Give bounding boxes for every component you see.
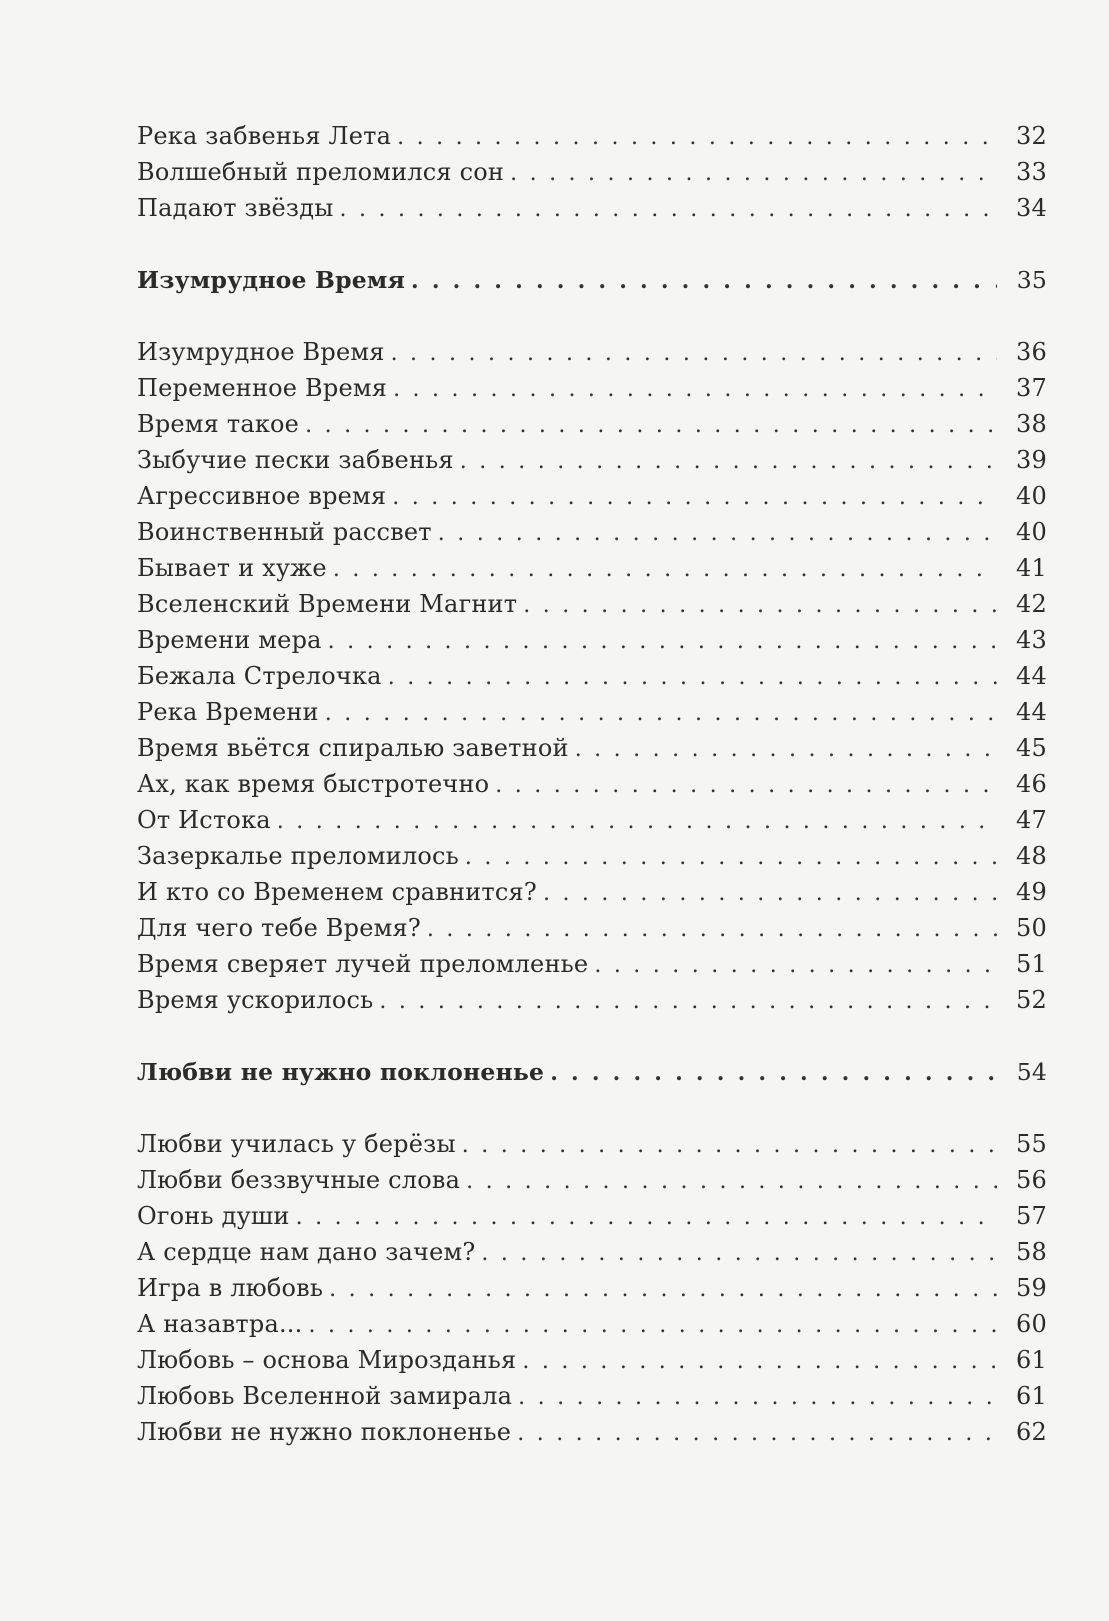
toc-chapter-title: Любви не нужно поклоненье: [137, 1058, 545, 1086]
toc-entry: [137, 1414, 1047, 1450]
leader-dots: [277, 804, 997, 840]
toc-entry-title: Огонь души: [137, 1202, 290, 1230]
table-of-contents: [137, 118, 1047, 1450]
toc-entry-title: Бывает и хуже: [137, 554, 327, 582]
toc-chapter-heading: [137, 1054, 1047, 1090]
toc-entry-page: 33: [1016, 158, 1047, 186]
toc-chapter-page: 54: [1016, 1058, 1047, 1086]
toc-entry: [137, 694, 1047, 730]
toc-entry: [137, 982, 1047, 1018]
leader-dots: [392, 480, 997, 516]
toc-entry: [137, 658, 1047, 694]
toc-entry-page: 61: [1016, 1382, 1047, 1410]
leader-dots: [543, 876, 997, 912]
toc-entry-page: 36: [1016, 338, 1047, 366]
toc-entry-page: 40: [1016, 482, 1047, 510]
toc-entry-title: Время ускорилось: [137, 986, 374, 1014]
toc-entry: [137, 190, 1047, 226]
toc-entry-title: От Истока: [137, 806, 271, 834]
toc-entry: [137, 766, 1047, 802]
leader-dots: [438, 516, 997, 552]
toc-entry: [137, 910, 1047, 946]
toc-section-heading-2: [137, 1054, 1047, 1090]
toc-entry: [137, 154, 1047, 190]
toc-entry-page: 42: [1016, 590, 1047, 618]
toc-entry-title: А назавтра...: [137, 1310, 303, 1338]
toc-entry: [137, 514, 1047, 550]
toc-entry: [137, 1306, 1047, 1342]
toc-entry-page: 34: [1016, 194, 1047, 222]
leader-dots: [518, 1380, 997, 1416]
toc-entry: [137, 622, 1047, 658]
toc-entry-page: 56: [1016, 1166, 1047, 1194]
toc-entry-page: 32: [1016, 122, 1047, 150]
toc-entry: [137, 406, 1047, 442]
toc-entry-page: 61: [1016, 1346, 1047, 1374]
toc-entry-title: Зыбучие пески забвенья: [137, 446, 454, 474]
leader-dots: [594, 948, 997, 984]
toc-entry-title: А сердце нам дано зачем?: [137, 1238, 476, 1266]
toc-entry: [137, 1162, 1047, 1198]
leader-dots: [466, 1164, 997, 1200]
leader-dots: [333, 552, 997, 588]
leader-dots: [462, 1128, 997, 1164]
leader-dots: [465, 840, 997, 876]
toc-entry: [137, 334, 1047, 370]
toc-entry-title: Переменное Время: [137, 374, 388, 402]
leader-dots: [427, 912, 997, 948]
toc-entry: [137, 370, 1047, 406]
toc-entry-title: Зазеркалье преломилось: [137, 842, 459, 870]
toc-chapter-heading: [137, 262, 1047, 298]
toc-entry: [137, 586, 1047, 622]
leader-dots: [296, 1200, 997, 1236]
toc-entry-page: 41: [1016, 554, 1047, 582]
leader-dots: [517, 1416, 997, 1452]
toc-entry-page: 58: [1016, 1238, 1047, 1266]
leader-dots: [397, 120, 997, 156]
toc-entry-title: Изумрудное Время: [137, 338, 385, 366]
toc-entry: [137, 1270, 1047, 1306]
toc-entry: [137, 550, 1047, 586]
toc-entry-page: 45: [1016, 734, 1047, 762]
toc-entry-page: 51: [1016, 950, 1047, 978]
leader-dots: [411, 263, 997, 299]
toc-entry-page: 48: [1016, 842, 1047, 870]
toc-entry-title: Времени мера: [137, 626, 322, 654]
leader-dots: [510, 156, 997, 192]
toc-entry-page: 50: [1016, 914, 1047, 942]
toc-entry-title: Время такое: [137, 410, 300, 438]
toc-entry-title: Любви беззвучные слова: [137, 1166, 461, 1194]
toc-entry-page: 55: [1016, 1130, 1047, 1158]
toc-entry-page: 57: [1016, 1202, 1047, 1230]
leader-dots: [460, 444, 997, 480]
toc-entry-title: Любви не нужно поклоненье: [137, 1418, 512, 1446]
leader-dots: [522, 1344, 997, 1380]
leader-dots: [495, 768, 997, 804]
leader-dots: [391, 336, 997, 372]
toc-entry-title: Игра в любовь: [137, 1274, 324, 1302]
leader-dots: [340, 192, 998, 228]
leader-dots: [388, 660, 997, 696]
toc-entry-title: Река забвенья Лета: [137, 122, 392, 150]
toc-chapter-title: Изумрудное Время: [137, 266, 406, 294]
toc-entry-page: 37: [1016, 374, 1047, 402]
toc-entry-title: Агрессивное время: [137, 482, 387, 510]
toc-entry-title: Для чего тебе Время?: [137, 914, 421, 942]
toc-entry-page: 44: [1016, 662, 1047, 690]
toc-entry-page: 59: [1016, 1274, 1047, 1302]
toc-entry: [137, 946, 1047, 982]
toc-entry-page: 60: [1016, 1310, 1047, 1338]
toc-entry-title: И кто со Временем сравнится?: [137, 878, 537, 906]
toc-entry: [137, 730, 1047, 766]
toc-entry: [137, 838, 1047, 874]
toc-entry-title: Любовь – основа Мирозданья: [137, 1346, 517, 1374]
leader-dots: [328, 624, 997, 660]
toc-entry-page: 40: [1016, 518, 1047, 546]
toc-entry-title: Бежала Стрелочка: [137, 662, 382, 690]
leader-dots: [329, 1272, 997, 1308]
toc-entry-page: 39: [1016, 446, 1047, 474]
toc-entry-title: Ах, как время быстротечно: [137, 770, 490, 798]
toc-entry-title: Волшебный преломился сон: [137, 158, 505, 186]
toc-entry: [137, 442, 1047, 478]
toc-chapter-page: 35: [1016, 266, 1047, 294]
toc-entry: [137, 118, 1047, 154]
toc-entry-title: Любви училась у берёзы: [137, 1130, 456, 1158]
leader-dots: [325, 696, 997, 732]
toc-entry: [137, 1126, 1047, 1162]
toc-entry-page: 38: [1016, 410, 1047, 438]
toc-section-3: [137, 1126, 1047, 1450]
toc-entry: [137, 874, 1047, 910]
leader-dots: [379, 984, 997, 1020]
toc-entry-title: Вселенский Времени Магнит: [137, 590, 518, 618]
toc-entry-page: 47: [1016, 806, 1047, 834]
leader-dots: [481, 1236, 997, 1272]
toc-entry-title: Любовь Вселенной замирала: [137, 1382, 513, 1410]
toc-entry-page: 43: [1016, 626, 1047, 654]
toc-entry-page: 49: [1016, 878, 1047, 906]
toc-entry: [137, 1342, 1047, 1378]
toc-entry-page: 44: [1016, 698, 1047, 726]
toc-section-2: [137, 334, 1047, 1018]
toc-entry-title: Река Времени: [137, 698, 319, 726]
toc-entry-page: 52: [1016, 986, 1047, 1014]
toc-entry-title: Время сверяет лучей преломленье: [137, 950, 589, 978]
leader-dots: [523, 588, 997, 624]
leader-dots: [393, 372, 997, 408]
toc-entry-page: 46: [1016, 770, 1047, 798]
toc-entry-title: Время вьётся спиралью заветной: [137, 734, 569, 762]
toc-section-heading-1: [137, 262, 1047, 298]
leader-dots: [550, 1055, 997, 1091]
leader-dots: [305, 408, 997, 444]
toc-entry: [137, 478, 1047, 514]
leader-dots: [575, 732, 997, 768]
toc-entry: [137, 1234, 1047, 1270]
toc-entry: [137, 1198, 1047, 1234]
toc-entry-page: 62: [1016, 1418, 1047, 1446]
toc-entry-title: Воинственный рассвет: [137, 518, 432, 546]
leader-dots: [308, 1308, 997, 1344]
toc-entry-title: Падают звёзды: [137, 194, 334, 222]
toc-entry: [137, 1378, 1047, 1414]
toc-section-1: [137, 118, 1047, 226]
toc-entry: [137, 802, 1047, 838]
